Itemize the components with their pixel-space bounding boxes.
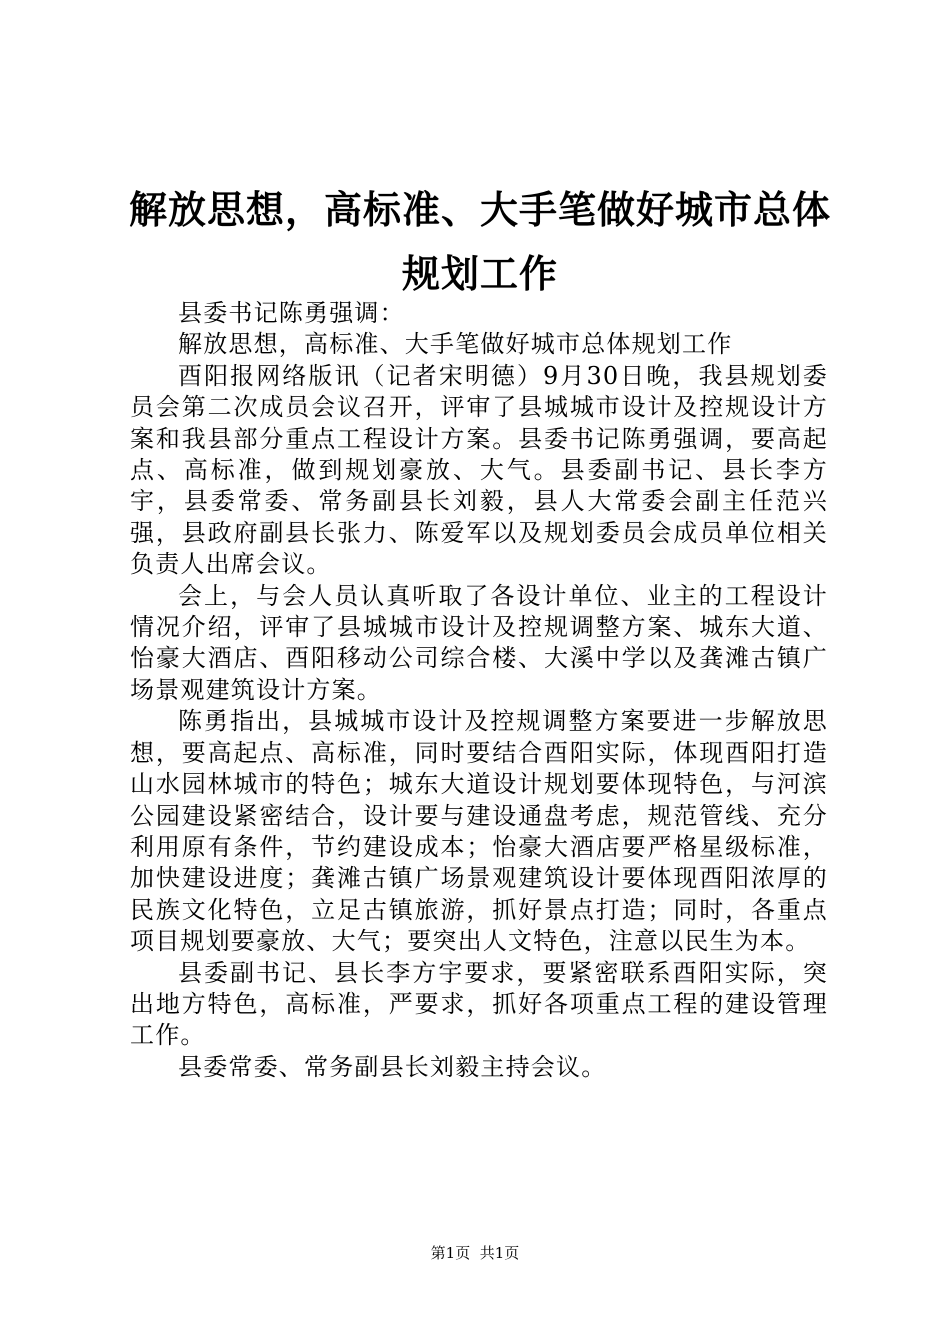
paragraph: 县委副书记、县长李方宇要求，要紧密联系酉阳实际，突出地方特色，高标准，严要求，抓好各项重点工程的建设管理工作。 xyxy=(130,958,828,1050)
paragraph: 酉阳报网络版讯（记者宋明德）9月30日晚，我县规划委员会第二次成员会议召开，评审了县城城市设计及控规设计方案和我县部分重点工程设计方案。县委书记陈勇强调，要高起点、高标准，做到规划豪放、大气。县委副书记、县长李方宇，县委常委、常务副县长刘毅，县人大常委会副主任范兴强，县政府副县长张力、陈爱军以及规划委员会成员单位相关负责人出席会议。 xyxy=(130,361,828,579)
document-title: 解放思想，高标准、大手笔做好城市总体规划工作 xyxy=(128,187,831,296)
paragraph: 会上，与会人员认真听取了各设计单位、业主的工程设计情况介绍，评审了县城城市设计及控规调整方案、城东大道、怡豪大酒店、酉阳移动公司综合楼、大溪中学以及龚滩古镇广场景观建筑设计方案。 xyxy=(130,581,828,704)
paragraph: 陈勇指出，县城城市设计及控规调整方案要进一步解放思想，要高起点、高标准，同时要结合酉阳实际，体现酉阳打造山水园林城市的特色；城东大道设计规划要体现特色，与河滨公园建设紧密结合，设计要与建设通盘考虑，规范管线、充分利用原有条件，节约建设成本；怡豪大酒店要严格星级标准，加快建设进度；龚滩古镇广场景观建筑设计要体现酉阳浓厚的民族文化特色，立足古镇旅游，抓好景点打造；同时，各重点项目规划要豪放、大气；要突出人文特色，注意以民生为本。 xyxy=(130,707,828,956)
paragraph: 解放思想，高标准、大手笔做好城市总体规划工作 xyxy=(178,330,733,359)
paragraph: 县委书记陈勇强调： xyxy=(178,299,405,327)
page-total: 共1页 xyxy=(479,1244,520,1262)
page-footer xyxy=(0,1243,950,1263)
paragraph: 县委常委、常务副县长刘毅主持会议。 xyxy=(178,1052,607,1081)
page-number: 第1页 xyxy=(430,1244,471,1262)
document-body xyxy=(130,298,828,1083)
